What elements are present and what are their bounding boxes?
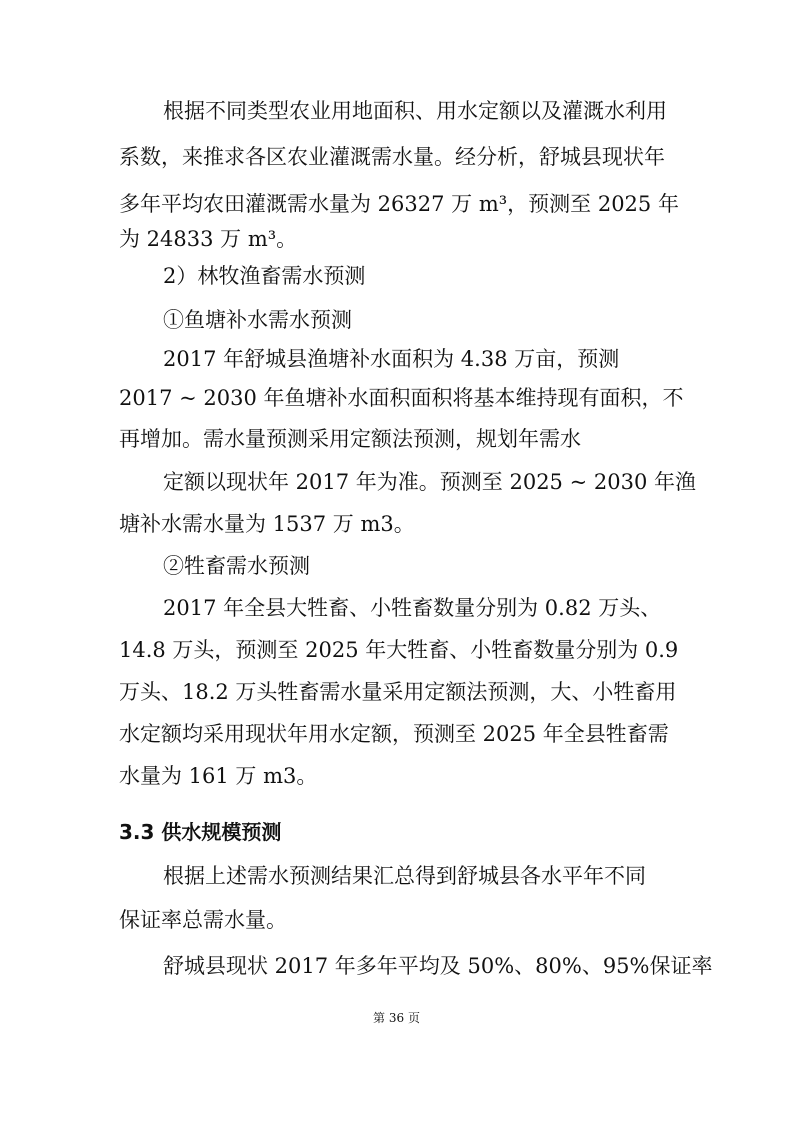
list-item-heading: ①鱼塘补水需水预测 (163, 308, 352, 332)
paragraph-line: 塘补水需水量为 1537 万 m3。 (119, 512, 415, 536)
paragraph-line: 水定额均采用现状年用水定额，预测至 2025 年全县牲畜需 (119, 722, 669, 746)
paragraph-line: 根据不同类型农业用地面积、用水定额以及灌溉水利用 (163, 99, 667, 123)
section-heading: 3.3 供水规模预测 (119, 820, 282, 844)
paragraph-line: 水量为 161 万 m3。 (119, 764, 318, 788)
paragraph-line: 保证率总需水量。 (119, 908, 287, 932)
paragraph-line: 14.8 万头，预测至 2025 年大牲畜、小牲畜数量分别为 0.9 (119, 638, 679, 662)
paragraph-line: 再增加。需水量预测采用定额法预测，规划年需水 (119, 427, 581, 451)
paragraph-line: 定额以现状年 2017 年为准。预测至 2025 ~ 2030 年渔 (163, 470, 696, 494)
paragraph-line: 2017 年舒城县渔塘补水面积为 4.38 万亩，预测 (163, 347, 620, 371)
paragraph-line: 2017 年全县大牲畜、小牲畜数量分别为 0.82 万头、 (163, 596, 662, 620)
list-item-heading: ②牲畜需水预测 (163, 554, 310, 578)
paragraph-line: 根据上述需水预测结果汇总得到舒城县各水平年不同 (163, 864, 646, 888)
page-number: 第 36 页 (373, 1011, 420, 1025)
paragraph-line: 多年平均农田灌溉需水量为 26327 万 m³，预测至 2025 年 (119, 192, 679, 216)
paragraph-line: 舒城县现状 2017 年多年平均及 50%、80%、95%保证率 (163, 954, 713, 978)
subsection-heading: 2）林牧渔畜需水预测 (163, 264, 366, 288)
paragraph-line: 万头、18.2 万头牲畜需水量采用定额法预测，大、小牲畜用 (119, 680, 677, 704)
paragraph-line: 系数，来推求各区农业灌溉需水量。经分析，舒城县现状年 (119, 145, 665, 169)
paragraph-line: 2017 ~ 2030 年鱼塘补水面积面积将基本维持现有面积，不 (119, 386, 684, 410)
paragraph-line: 为 24833 万 m³。 (119, 227, 298, 251)
